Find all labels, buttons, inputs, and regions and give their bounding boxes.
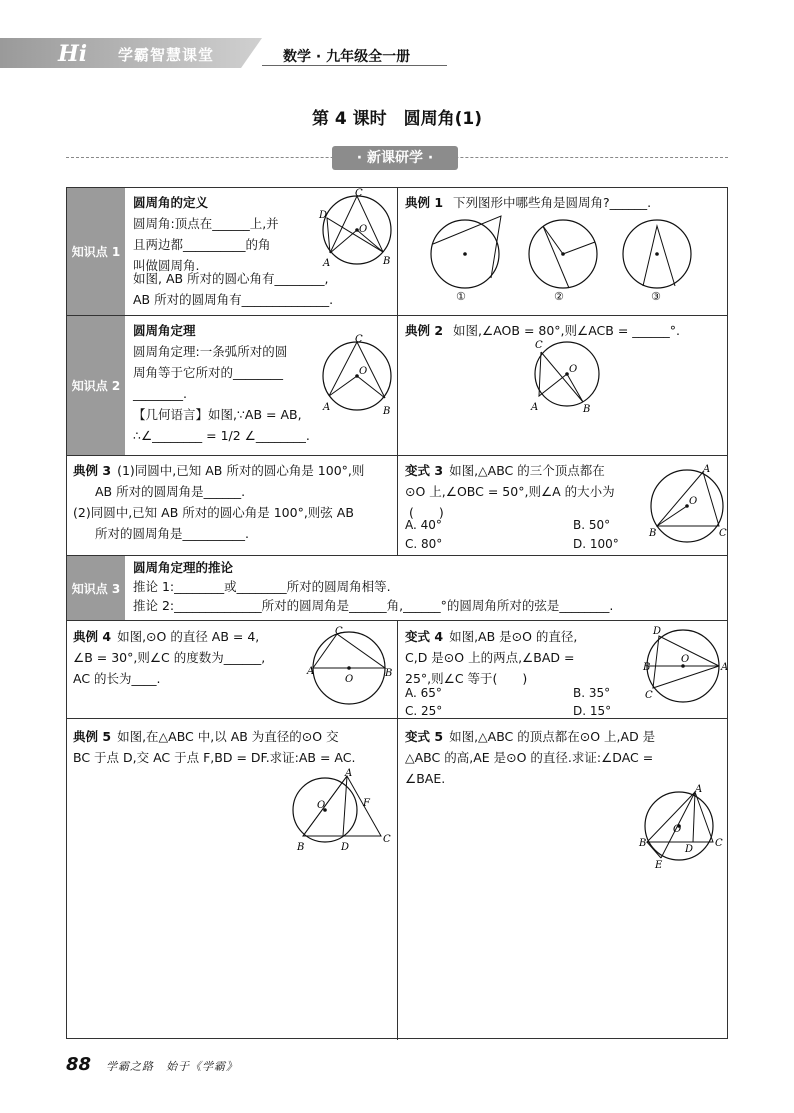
svg-text:A: A <box>307 666 315 677</box>
example-3-line: AB 所对的圆周角是______. <box>95 484 246 499</box>
svg-text:C: C <box>715 838 723 849</box>
kp2-line: ∴∠________ = 1/2 ∠________. <box>133 428 310 443</box>
svg-text:O: O <box>359 224 368 235</box>
variant-4-line: 如图,AB 是⊙O 的直径, <box>449 629 578 644</box>
variant-3-line: ( ) <box>409 505 444 520</box>
knowledge-tag-2: 知识点 2 <box>67 316 125 455</box>
variant-4-line: 25°,则∠C 等于( ) <box>405 671 528 686</box>
example-5-line: 如图,在△ABC 中,以 AB 为直径的⊙O 交 <box>117 729 339 744</box>
figure-caption-3: ③ <box>651 290 661 303</box>
example-2-figure <box>527 338 607 418</box>
kp3-title: 圆周角定理的推论 <box>133 560 234 575</box>
svg-text:D: D <box>685 844 694 855</box>
variant-4-label: 变式 4 <box>405 629 444 644</box>
svg-text:O: O <box>359 366 368 377</box>
example-5-figure <box>291 770 395 852</box>
variant-5-line: △ABC 的高,AE 是⊙O 的直径.求证:∠DAC = <box>405 750 654 765</box>
kp1-line: 叫做圆周角. <box>133 258 200 273</box>
svg-text:A: A <box>703 464 711 475</box>
example-3 <box>73 460 395 544</box>
svg-text:C: C <box>355 188 363 199</box>
kp2-line: 圆周角定理:一条弧所对的圆 <box>133 344 288 359</box>
svg-text:C: C <box>383 834 391 845</box>
svg-text:O: O <box>569 364 578 375</box>
option-c[interactable]: C. 25° <box>405 704 443 718</box>
knowledge-tag-3: 知识点 3 <box>67 556 125 620</box>
variant-3-label: 变式 3 <box>405 463 444 478</box>
option-d[interactable]: D. 15° <box>573 704 612 718</box>
kp2-title: 圆周角定理 <box>133 323 196 338</box>
kp2-line: 周角等于它所对的________ <box>133 365 284 380</box>
svg-text:C: C <box>645 690 653 701</box>
svg-text:D: D <box>653 626 662 637</box>
section-badge: · 新课研学 · <box>332 146 458 170</box>
svg-text:B: B <box>643 662 651 673</box>
svg-text:O: O <box>345 674 354 685</box>
option-c[interactable]: C. 80° <box>405 537 443 551</box>
variant-3-figure <box>647 464 729 548</box>
svg-text:D: D <box>341 842 350 853</box>
example-5 <box>73 726 395 768</box>
kp1-block-2 <box>133 268 395 310</box>
svg-text:A: A <box>345 768 353 779</box>
option-a[interactable]: A. 65° <box>405 686 442 700</box>
variant-5-line: 如图,△ABC 的顶点都在⊙O 上,AD 是 <box>449 729 656 744</box>
variant-3-line: 如图,△ABC 的三个顶点都在 <box>449 463 605 478</box>
kp3-line: 推论 1:________或________所对的圆周角相等. <box>133 579 391 594</box>
svg-text:C: C <box>355 334 363 345</box>
example-3-line: (1)同圆中,已知 AB 所对的圆心角是 100°,则 <box>117 463 365 478</box>
variant-3-options <box>405 516 645 554</box>
lesson-title: 第 4 课时 圆周角(1) <box>311 109 483 129</box>
variant-3 <box>405 460 645 523</box>
svg-text:O: O <box>689 496 698 507</box>
svg-text:C: C <box>719 528 727 539</box>
footer-slogan: 学霸之路 始于《学霸》 <box>106 1060 238 1073</box>
svg-text:A: A <box>721 662 729 673</box>
svg-text:C: C <box>335 626 343 637</box>
example-2-label: 典例 2 <box>405 323 444 338</box>
header-divider <box>262 65 447 66</box>
variant-4-figure <box>643 626 727 712</box>
svg-text:B: B <box>385 668 393 679</box>
kp2-line: ________. <box>133 386 187 401</box>
svg-text:A: A <box>323 258 331 269</box>
row-divider <box>67 555 727 556</box>
example-4-line: 如图,⊙O 的直径 AB = 4, <box>117 629 260 644</box>
variant-4-options <box>405 684 645 720</box>
brand-name: 学霸智慧课堂 <box>118 46 215 64</box>
example-1 <box>405 192 725 213</box>
example-1-label: 典例 1 <box>405 195 444 210</box>
svg-text:B: B <box>583 404 591 415</box>
svg-text:O: O <box>673 824 682 835</box>
variant-5-label: 变式 5 <box>405 729 444 744</box>
variant-5-line: ∠BAE. <box>405 771 446 786</box>
option-d[interactable]: D. 100° <box>573 537 619 551</box>
svg-text:O: O <box>317 800 326 811</box>
figure-caption-1: ① <box>456 290 466 303</box>
svg-text:C: C <box>535 340 543 351</box>
svg-text:D: D <box>319 210 328 221</box>
example-1-text: 下列图形中哪些角是圆周角?______. <box>453 195 652 210</box>
kp1-line: 圆周角:顶点在______上,并 <box>133 216 279 231</box>
svg-text:F: F <box>363 798 370 809</box>
kp1-line: AB 所对的圆周角有______________. <box>133 292 334 307</box>
kp1-line: 如图, AB 所对的圆心角有________, <box>133 271 329 286</box>
svg-text:B: B <box>383 256 391 267</box>
svg-text:B: B <box>649 528 657 539</box>
subject-title: 数学 · 九年级全一册 <box>283 49 411 65</box>
brand-logo: Hi <box>58 41 88 67</box>
example-3-line: 所对的圆周角是__________. <box>95 526 249 541</box>
example-4-figure <box>307 626 397 710</box>
example-4 <box>73 626 313 689</box>
kp1-line: 且两边都__________的角 <box>133 237 271 252</box>
page-number: 88 <box>66 1054 92 1075</box>
option-a[interactable]: A. 40° <box>405 518 442 532</box>
kp1-figure <box>317 188 397 270</box>
svg-text:E: E <box>655 860 663 871</box>
example-2-text: 如图,∠AOB = 80°,则∠ACB = ______°. <box>453 323 681 338</box>
kp3-block <box>133 558 725 615</box>
example-3-label: 典例 3 <box>73 463 112 478</box>
col-divider <box>397 620 398 1040</box>
knowledge-tag-1: 知识点 1 <box>67 188 125 315</box>
example-5-label: 典例 5 <box>73 729 112 744</box>
col-divider <box>397 455 398 555</box>
svg-text:A: A <box>531 402 539 413</box>
variant-4-line: C,D 是⊙O 上的两点,∠BAD = <box>405 650 575 665</box>
option-b[interactable]: B. 35° <box>573 686 611 700</box>
example-3-line: (2)同圆中,已知 AB 所对的圆心角是 100°,则弦 AB <box>73 505 354 520</box>
example-4-line: ∠B = 30°,则∠C 的度数为______, <box>73 650 266 665</box>
kp1-title: 圆周角的定义 <box>133 195 209 210</box>
svg-text:A: A <box>695 784 703 795</box>
example-4-line: AC 的长为____. <box>73 671 161 686</box>
svg-text:B: B <box>639 838 647 849</box>
variant-5 <box>405 726 725 789</box>
worksheet-table <box>66 187 728 1039</box>
kp3-line: 推论 2:______________所对的圆周角是______角,______°的圆周角所对的弦是________. <box>133 598 614 613</box>
variant-5-figure <box>639 786 727 870</box>
svg-text:O: O <box>681 654 690 665</box>
svg-text:B: B <box>297 842 305 853</box>
kp2-line: 【几何语言】如图,∵AB = AB, <box>133 407 302 422</box>
example-5-line: BC 于点 D,交 AC 于点 F,BD = DF.求证:AB = AC. <box>73 750 356 765</box>
kp2-block <box>133 320 318 404</box>
example-4-label: 典例 4 <box>73 629 112 644</box>
variant-4 <box>405 626 645 689</box>
kp2-figure <box>317 334 397 418</box>
svg-text:A: A <box>323 402 331 413</box>
kp1-block <box>133 192 323 276</box>
figure-caption-2: ② <box>554 290 564 303</box>
svg-text:B: B <box>383 406 391 417</box>
variant-3-line: ⊙O 上,∠OBC = 50°,则∠A 的大小为 <box>405 484 615 499</box>
option-b[interactable]: B. 50° <box>573 518 611 532</box>
